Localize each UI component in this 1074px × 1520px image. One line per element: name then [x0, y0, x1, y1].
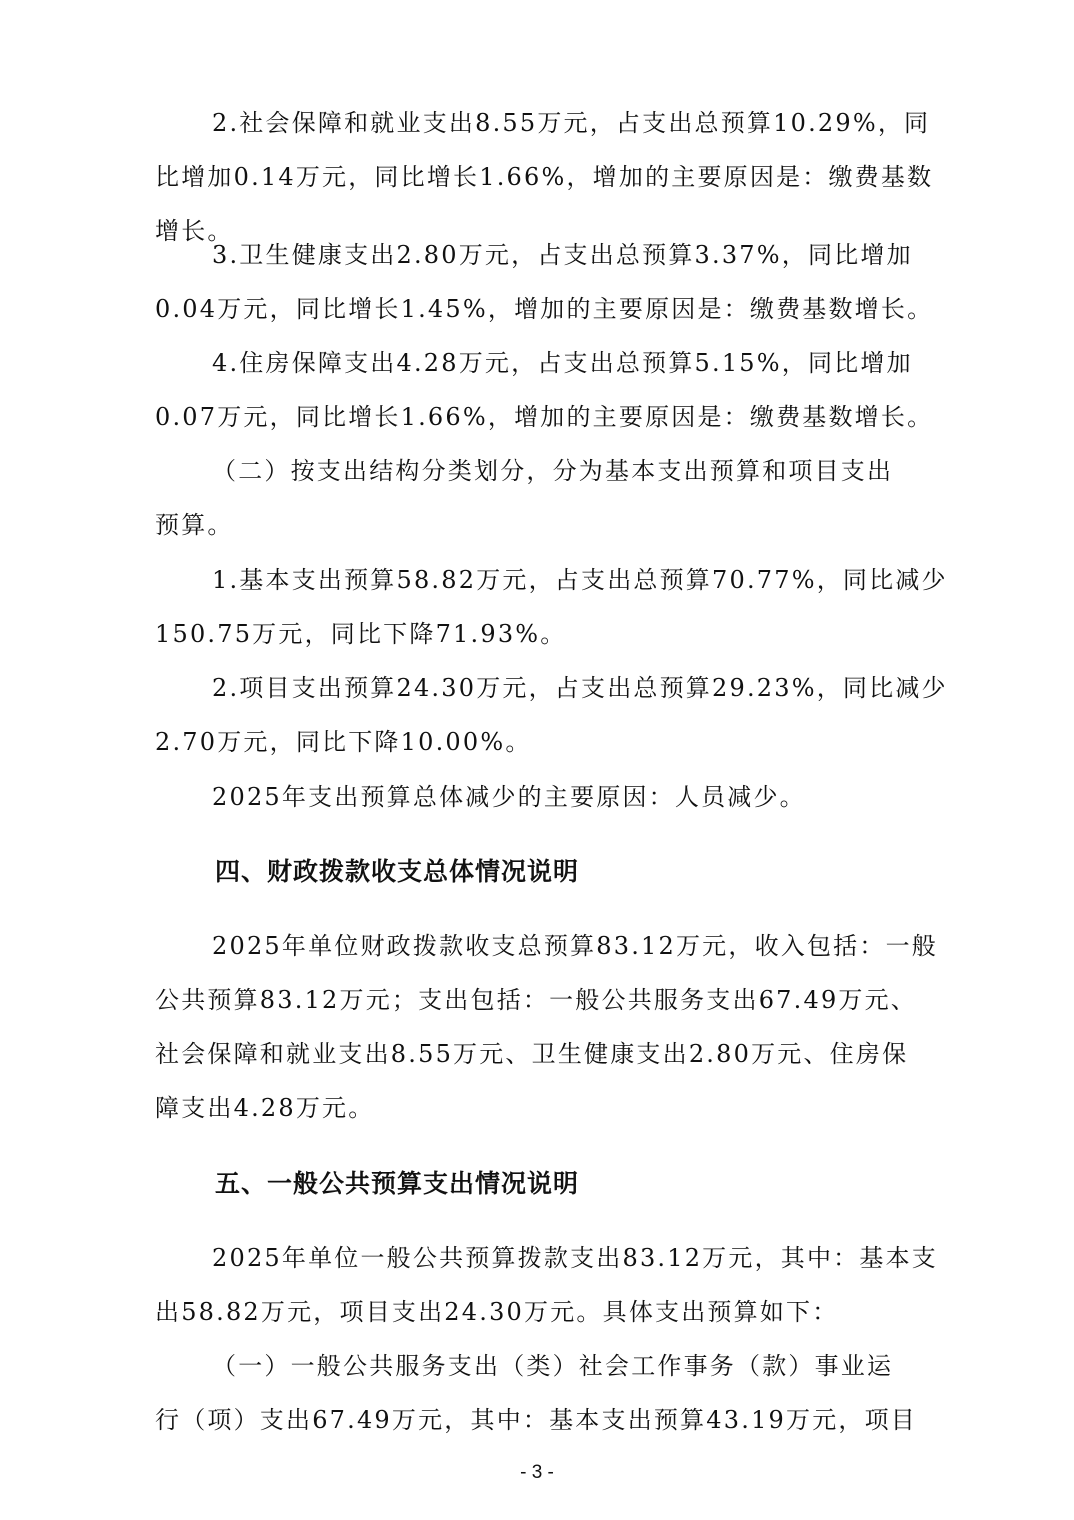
paragraph-fiscal-overview [155, 919, 938, 1135]
paragraph-decrease-reason [155, 770, 930, 824]
text-line: 0.04万元，同比增长1.45%，增加的主要原因是：缴费基数增长。 [155, 295, 934, 323]
text-line: 2.项目支出预算24.30万元，占支出总预算29.23%，同比减少 [212, 674, 948, 702]
text-line: 4.住房保障支出4.28万元，占支出总预算5.15%，同比增加 [212, 349, 913, 377]
paragraph-basic-expenditure [155, 553, 948, 661]
paragraph-general-budget [155, 1231, 938, 1339]
page-number: - 3 - [520, 1462, 554, 1483]
text-line: 增长。 [155, 217, 234, 245]
text-line: 社会保障和就业支出8.55万元、卫生健康支出2.80万元、住房保 [155, 1040, 909, 1068]
text-line: 3.卫生健康支出2.80万元，占支出总预算3.37%，同比增加 [212, 241, 913, 269]
text-line: 2025年支出预算总体减少的主要原因：人员减少。 [212, 783, 806, 811]
text-line: 出58.82万元，项目支出24.30万元。具体支出预算如下： [155, 1298, 839, 1326]
text-line: （二）按支出结构分类划分，分为基本支出预算和项目支出 [212, 457, 894, 485]
text-line: 1.基本支出预算58.82万元，占支出总预算70.77%，同比减少 [212, 566, 948, 594]
paragraph-public-service-item [155, 1339, 930, 1447]
text-line: 2.70万元，同比下降10.00%。 [155, 728, 532, 756]
paragraph-housing [155, 336, 934, 444]
paragraph-project-expenditure [155, 661, 948, 769]
text-line: 公共预算83.12万元；支出包括：一般公共服务支出67.49万元、 [155, 986, 918, 1014]
text-line: 2025年单位一般公共预算拨款支出83.12万元，其中：基本支 [212, 1244, 938, 1272]
section-heading-fiscal-overview: 四、财政拨款收支总体情况说明 [215, 857, 580, 886]
text-line: 2025年单位财政拨款收支总预算83.12万元，收入包括：一般 [212, 932, 938, 960]
paragraph-expenditure-structure [155, 444, 930, 552]
text-line: （一）一般公共服务支出（类）社会工作事务（款）事业运 [212, 1352, 894, 1380]
text-line: 障支出4.28万元。 [155, 1094, 375, 1122]
text-line: 比增加0.14万元，同比增长1.66%，增加的主要原因是：缴费基数 [155, 163, 934, 191]
text-line: 预算。 [155, 511, 234, 539]
section-heading-general-budget: 五、一般公共预算支出情况说明 [215, 1169, 580, 1198]
paragraph-health [155, 228, 934, 336]
text-line: 行（项）支出67.49万元，其中：基本支出预算43.19万元，项目 [155, 1406, 918, 1434]
text-line: 2.社会保障和就业支出8.55万元，占支出总预算10.29%，同 [212, 109, 931, 137]
text-line: 0.07万元，同比增长1.66%，增加的主要原因是：缴费基数增长。 [155, 403, 934, 431]
text-line: 150.75万元，同比下降71.93%。 [155, 620, 567, 648]
